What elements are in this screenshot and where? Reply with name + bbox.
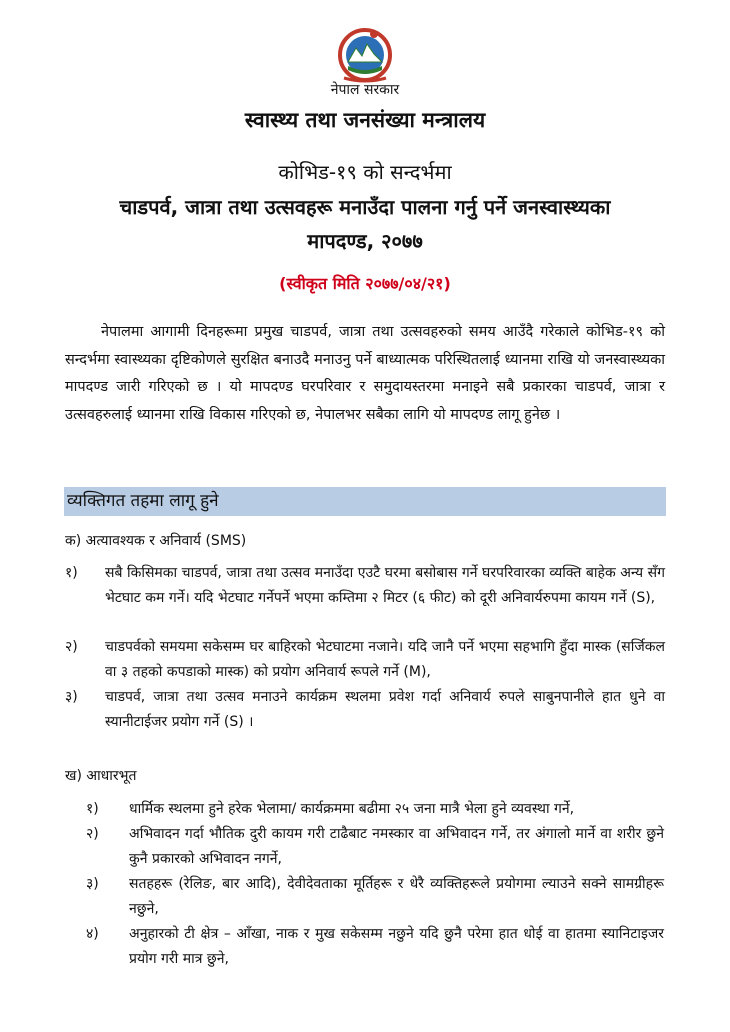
ministry-name: स्वास्थ्य तथा जनसंख्या मन्त्रालय bbox=[244, 108, 486, 132]
list-item bbox=[86, 822, 666, 872]
item-text: चाडपर्वको समयमा सकेसम्म घर बाहिरको भेटघाटमा नजाने। यदि जानै पर्ने भएमा सहभागि हुँदा मास्क (सर्जिकल वा ३ तहको कपडाको मास्क) को प्रयोग अनिवार्य रूपले गर्ने (M), bbox=[105, 639, 665, 680]
list-item bbox=[65, 685, 665, 735]
government-name: नेपाल सरकार bbox=[330, 82, 400, 98]
item-number: १) bbox=[86, 801, 99, 817]
list-item bbox=[86, 922, 666, 972]
item-text: सतहहरू (रेलिङ, बार आदि), देवीदेवताका मूर्तिहरू र धेरै व्यक्तिहरूले प्रयोगमा ल्याउने सक्ने सामग्रीहरू नछुने, bbox=[129, 876, 664, 917]
item-number: ३) bbox=[86, 876, 99, 892]
list-item bbox=[65, 561, 665, 636]
approval-date: (स्वीकृत मिति २०७७/०४/२१) bbox=[279, 274, 451, 293]
item-number: ३) bbox=[65, 689, 78, 705]
intro-paragraph: नेपालमा आगामी दिनहरूमा प्रमुख चाडपर्व, जात्रा तथा उत्सवहरुको समय आउँदै गरेकाले कोभिड-१९ को सन्दर्भमा स्वास्थ्यका दृष्टिकोणले सुरक्षित बनाउदै मनाउनु पर्ने बाध्यात्मक परिस्थितलाई ध्यानमा राखि यो जनस्वास्थ्यका मापदण्ड जारी गरिएको छ । यो मापदण्ड घरपरिवार र समुदायस्तरमा मनाइने सबै प्रकारका चाडपर्व, जात्रा र उत्सवहरुलाई ध्यानमा राखि विकास गरिएको छ, नेपालभर सबैका लागि यो मापदण्ड लागू हुनेछ । bbox=[65, 324, 665, 423]
subsection-b-heading: ख) आधारभूत bbox=[65, 768, 137, 784]
item-number: २) bbox=[65, 639, 78, 655]
item-number: १) bbox=[65, 565, 78, 581]
nepal-government-emblem-icon bbox=[334, 22, 396, 84]
title-line-2: चाडपर्व, जात्रा तथा उत्सवहरू मनाउँदा पालना गर्नु पर्ने जनस्वास्थ्यका bbox=[119, 195, 611, 219]
list-item bbox=[86, 872, 666, 922]
item-number: ४) bbox=[86, 926, 99, 942]
list-item bbox=[65, 635, 665, 685]
section-title-band: व्यक्तिगत तहमा लागू हुने bbox=[64, 487, 666, 516]
title-line-1: कोभिड-१९ को सन्दर्भमा bbox=[278, 160, 452, 184]
item-text: अनुहारको टी क्षेत्र – आँखा, नाक र मुख सकेसम्म नछुने यदि छुनै परेमा हात धोई वा हातमा स्यानिटाइजर प्रयोग गरी मात्र छुने, bbox=[129, 926, 664, 967]
item-number: २) bbox=[86, 826, 99, 842]
item-text: सबै किसिमका चाडपर्व, जात्रा तथा उत्सव मनाउँदा एउटै घरमा बसोबास गर्ने घरपरिवारका व्यक्ति बाहेक अन्य सँग भेटघाट कम गर्ने। यदि भेटघाट गर्नेपर्ने भएमा कम्तिमा २ मिटर (६ फीट) को दूरी अनिवार्यरुपमा कायम गर्ने (S), bbox=[105, 565, 665, 606]
item-text: धार्मिक स्थलमा हुने हरेक भेलामा/ कार्यक्रममा बढीमा २५ जना मात्रै भेला हुने व्यवस्था गर्ने, bbox=[129, 801, 575, 817]
list-item bbox=[86, 797, 666, 822]
title-line-3: मापदण्ड, २०७७ bbox=[307, 229, 423, 253]
subsection-a-heading: क) अत्यावश्यक र अनिवार्य (SMS) bbox=[65, 533, 247, 549]
item-text: चाडपर्व, जात्रा तथा उत्सव मनाउने कार्यक्रम स्थलमा प्रवेश गर्दा अनिवार्य रुपले साबुनपानीले हात धुने वा स्यानीटाईजर प्रयोग गर्ने (S) । bbox=[105, 689, 665, 730]
item-text: अभिवादन गर्दा भौतिक दुरी कायम गरी टाढैबाट नमस्कार वा अभिवादन गर्ने, तर अंगालो मार्ने वा शरीर छुने कुनै प्रकारको अभिवादन नगर्ने, bbox=[129, 826, 664, 867]
